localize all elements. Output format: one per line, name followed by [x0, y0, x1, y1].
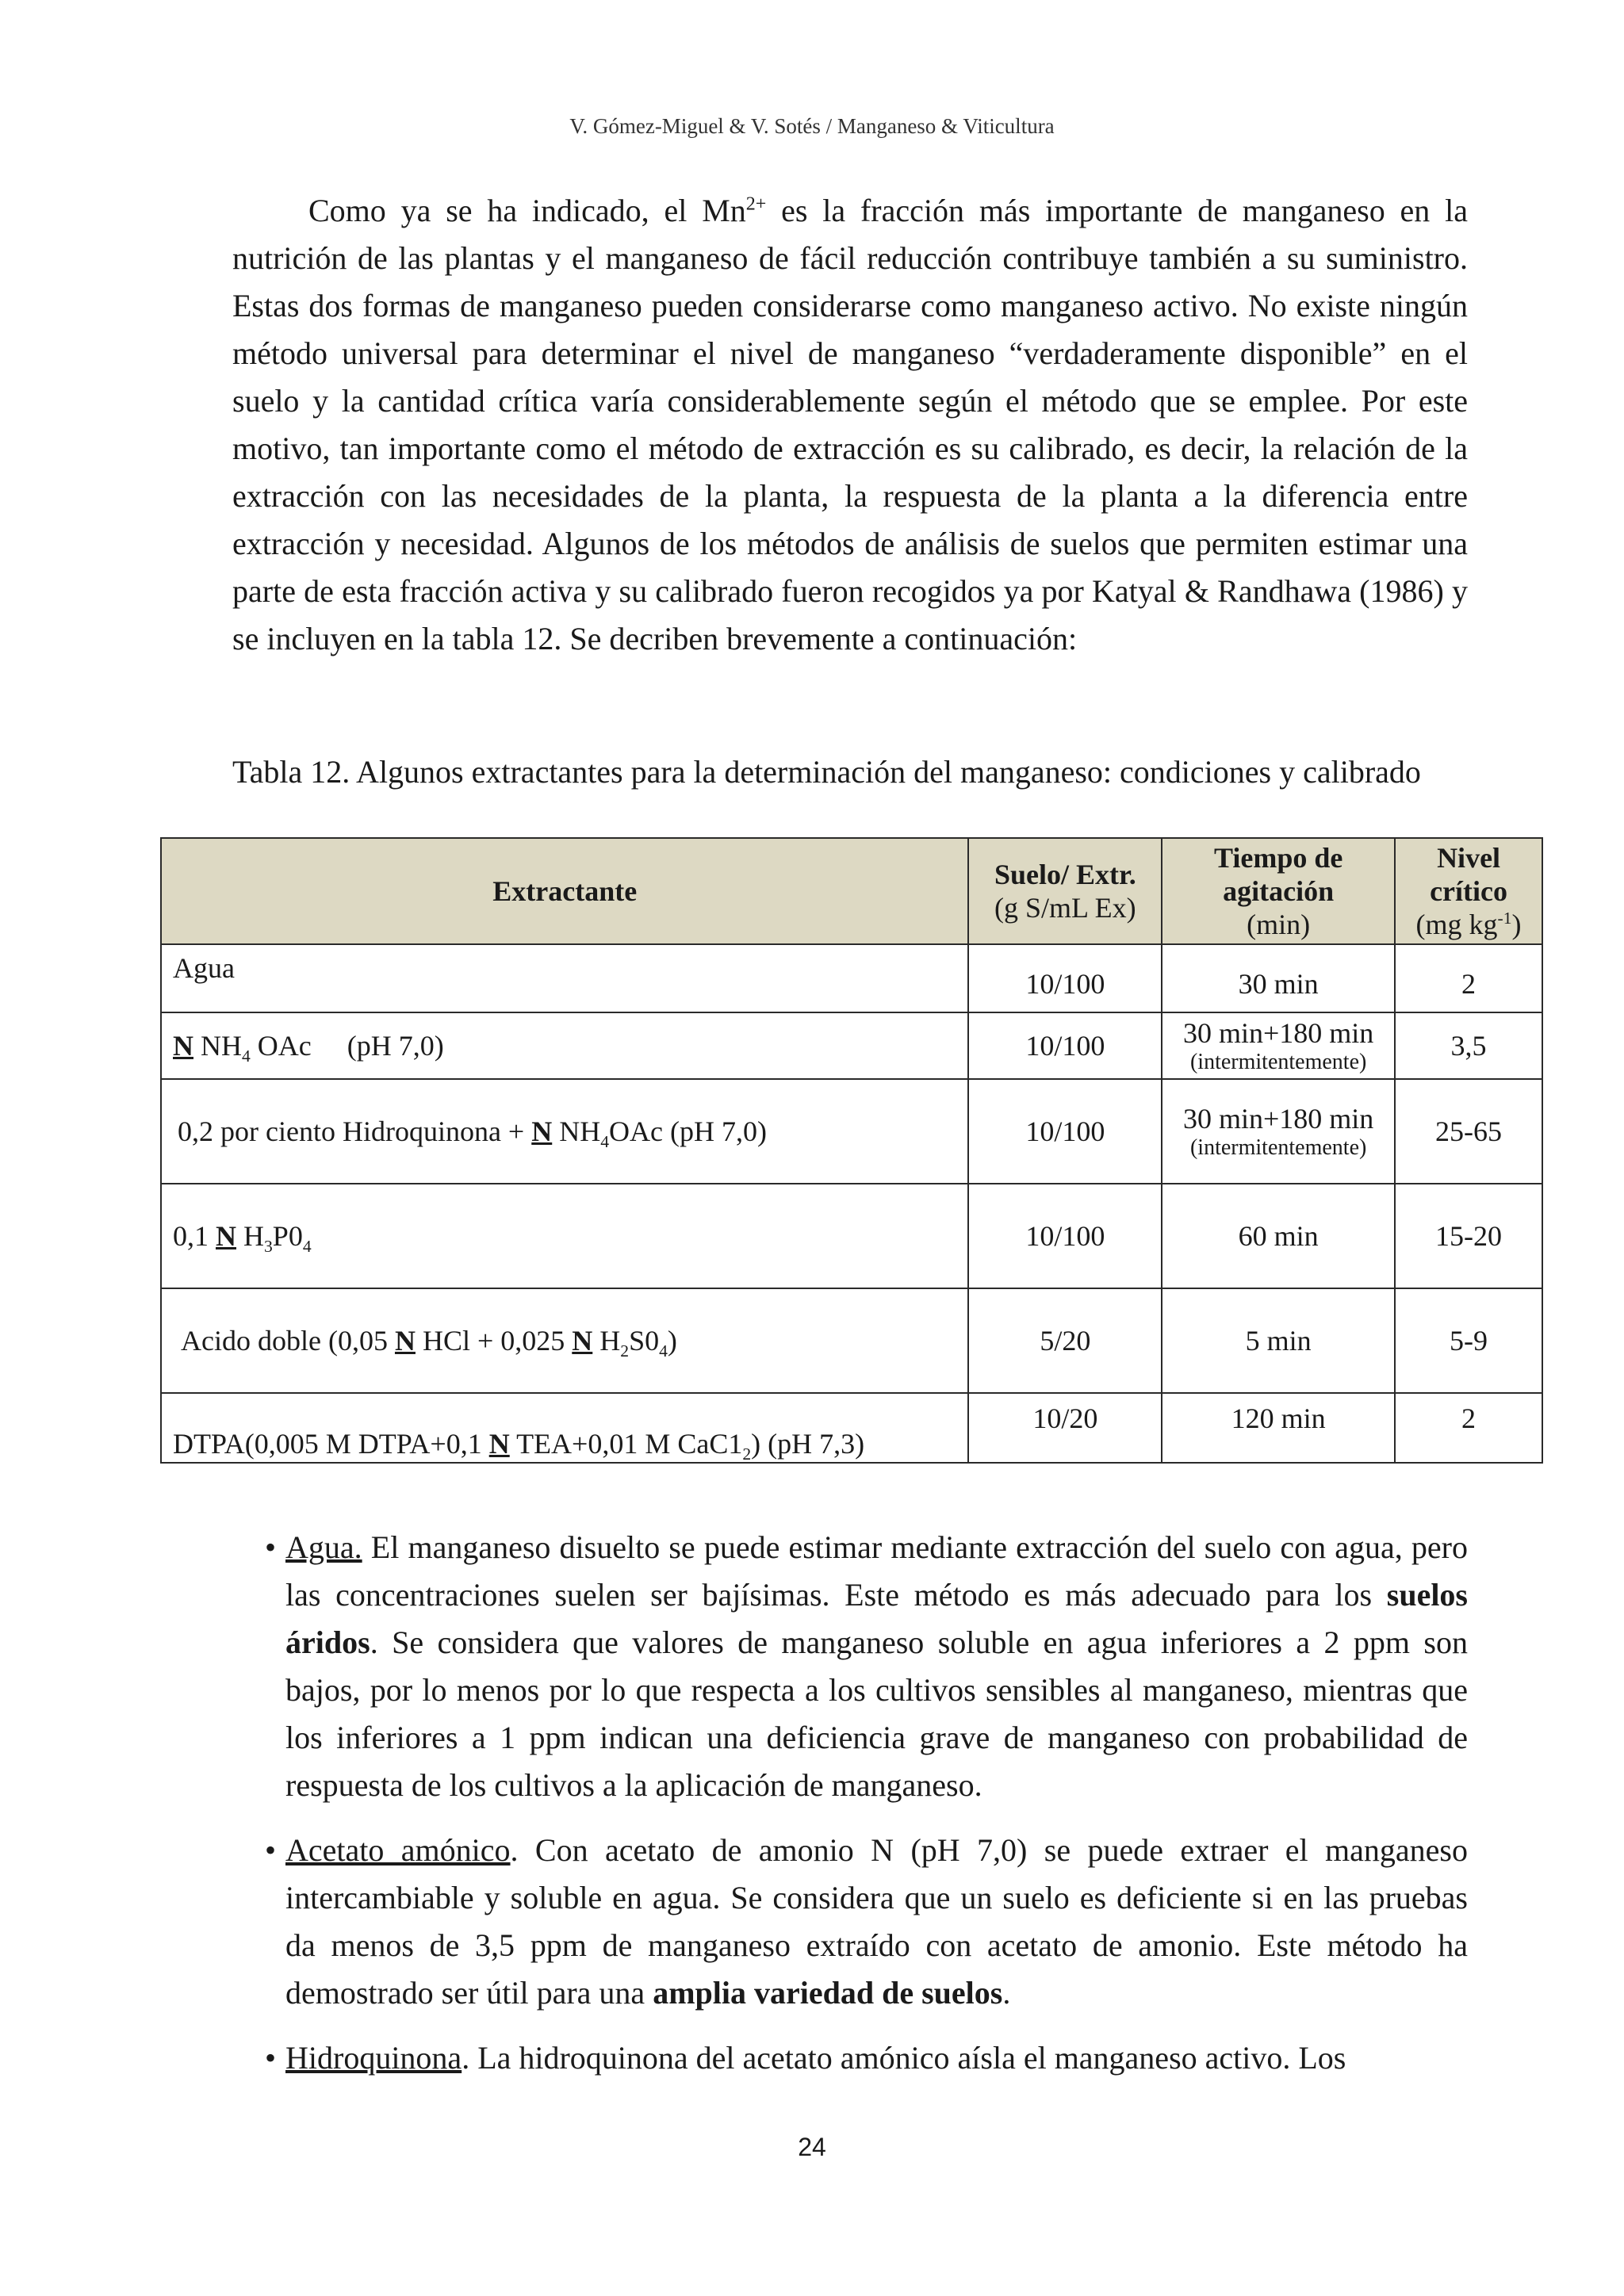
methods-list [265, 1524, 1468, 2099]
table-header-row [161, 838, 1542, 944]
level-cell: 2 [1395, 1393, 1542, 1463]
running-head: V. Gómez-Miguel & V. Sotés / Manganeso & Viticultura [569, 114, 1055, 138]
extractant-cell: Agua [161, 944, 968, 1012]
table-row [161, 1012, 1542, 1079]
level-cell: 25-65 [1395, 1079, 1542, 1184]
table-row [161, 1079, 1542, 1184]
ratio-cell: 10/20 [968, 1393, 1162, 1463]
header-extractant: Extractante [161, 838, 968, 944]
time-cell: 30 min+180 min (intermitentemente) [1162, 1012, 1395, 1079]
intro-paragraph: Como ya se ha indicado, el $Mn^{2+}$ es la fracción más importante de manganeso en la nutrición de las plantas y el manganeso de fácil reducción contribuye también a su suministro. Estas dos formas de manganeso pueden considerarse como manganeso activo. No existe ningún método universal para determinar el nivel de manganeso “verdaderamente disponible” en el suelo y la cantidad crítica varía considerablemente según el método que se emplee. Por este motivo, tan importante como el método de extracción es su calibrado, es decir, la relación de la extracción con las necesidades de la planta, la respuesta de la planta a la diferencia entre extracción y necesidad. Algunos de los métodos de análisis de suelos que permiten estimar una parte de esta fracción activa y su calibrado fueron recogidos ya por Katyal & Randhawa (1986) y se incluyen en la tabla 12. Se decriben brevemente a continuación: [232, 193, 1468, 656]
extractant-cell: N $NH_4$ OAc (pH 7,0) [161, 1012, 968, 1079]
item-label: Agua. [285, 1529, 362, 1565]
level-cell: 5-9 [1395, 1288, 1542, 1393]
time-cell: 30 min [1162, 944, 1395, 1012]
level-cell: 2 [1395, 944, 1542, 1012]
extractant-cell: Acido doble (0,05 N HCl + 0,025 N $H_2S0_4$) [161, 1288, 968, 1393]
extractants-table [160, 837, 1543, 1464]
extractant-cell: 0,1 N $H_3P0_4$ [161, 1184, 968, 1288]
header-time: Tiempo de agitación (min) [1162, 838, 1395, 944]
ratio-cell: 10/100 [968, 1079, 1162, 1184]
time-cell: 30 min+180 min (intermitentemente) [1162, 1079, 1395, 1184]
list-item-agua: • Agua. El manganeso disuelto se puede estimar mediante extracción del suelo con agua, pero las concentraciones suelen ser bajísimas. Este método es más adecuado para los suelos áridos. Se considera que valores de manganeso soluble en agua inferiores a 2 ppm son bajos, por lo menos por lo que respecta a los cultivos sensibles al manganeso, mientras que los inferiores a 1 ppm indican una deficiencia grave de manganeso con probabilidad de respuesta de los cultivos a la aplicación de manganeso. [285, 1524, 1468, 1809]
time-cell: 60 min [1162, 1184, 1395, 1288]
bullet-icon: • [265, 1529, 277, 1565]
ratio-cell: 10/100 [968, 1012, 1162, 1079]
level-cell: 15-20 [1395, 1184, 1542, 1288]
list-item-acetato: • Acetato amónico. Con acetato de amonio N (pH 7,0) se puede extraer el manganeso intercambiable y soluble en agua. Se considera que un suelo es deficiente si en las pruebas da menos de 3,5 ppm de manganeso extraído con acetato de amonio. Este método ha demostrado ser útil para una amplia variedad de suelos. [285, 1827, 1468, 2017]
ratio-cell: 5/20 [968, 1288, 1162, 1393]
ratio-cell: 10/100 [968, 1184, 1162, 1288]
ratio-cell: 10/100 [968, 944, 1162, 1012]
table-row [161, 1393, 1542, 1463]
page-number: 24 [798, 2133, 826, 2161]
level-cell: 3,5 [1395, 1012, 1542, 1079]
bullet-icon: • [265, 1832, 277, 1868]
item-label: Acetato amónico [285, 1832, 511, 1868]
time-cell: 5 min [1162, 1288, 1395, 1393]
table-caption: Tabla 12. Algunos extractantes para la determinación del manganeso: condiciones y calibrado [232, 754, 1421, 790]
table-row [161, 944, 1542, 1012]
list-item-hidroquinona: • Hidroquinona. La hidroquinona del acetato amónico aísla el manganeso activo. Los [285, 2034, 1468, 2082]
table-row [161, 1288, 1542, 1393]
bullet-icon: • [265, 2040, 277, 2076]
header-ratio: Suelo/ Extr. (g S/mL Ex) [968, 838, 1162, 944]
extractant-cell: DTPA(0,005 M DTPA+0,1 N TEA+0,01 M $CaC1_2$) (pH 7,3) [161, 1393, 968, 1463]
item-label: Hidroquinona [285, 2040, 462, 2076]
header-level: Nivel crítico (mg $kg^{-1}$) [1395, 838, 1542, 944]
time-cell: 120 min [1162, 1393, 1395, 1463]
extractant-cell: 0,2 por ciento Hidroquinona + N $NH_4OAc$ (pH 7,0) [161, 1079, 968, 1184]
table-row [161, 1184, 1542, 1288]
